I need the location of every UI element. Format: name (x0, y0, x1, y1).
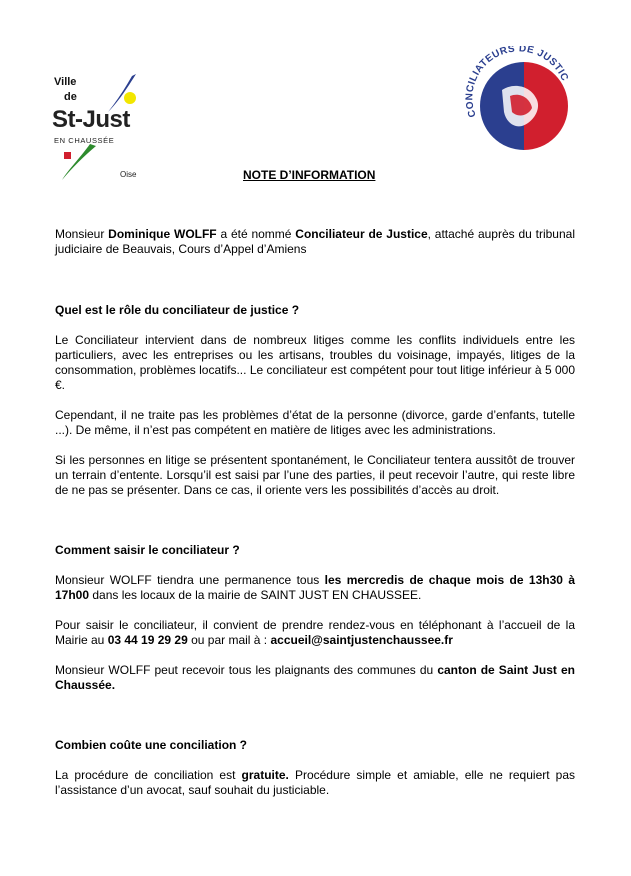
canton-text-1: Monsieur WOLFF peut recevoir tous les plaignants des communes du (55, 663, 438, 677)
cout-gratuite: gratuite. (241, 768, 289, 782)
role-paragraph-1: Le Conciliateur intervient dans de nombreux litiges comme les conflits individuels entre les particuliers, avec les entreprises ou les artisans, troubles du voisinage, impayés, litiges de la consommation, problèmes locatifs... Le conciliateur est compétent pour tout litige inférieur à 5 000 €. (55, 333, 575, 392)
document-title: NOTE D’INFORMATION (243, 168, 376, 182)
conciliateurs-logo-graphic (464, 46, 576, 158)
saisir-paragraph-3 (55, 663, 575, 693)
permanence-text-2: dans les locaux de la mairie de SAINT JUST EN CHAUSSEE. (89, 588, 422, 602)
intro-paragraph (55, 227, 575, 257)
conciliator-role: Conciliateur de Justice (295, 227, 428, 241)
section-heading-saisir: Comment saisir le conciliateur ? (55, 543, 240, 557)
canton-name: canton de Saint Just en Chaussée. (55, 663, 575, 692)
logo-region: Oise (120, 170, 137, 179)
email-address: accueil@saintjustenchaussee.fr (270, 633, 453, 647)
document-body (55, 227, 575, 798)
conciliator-name: Dominique WOLFF (108, 227, 217, 241)
permanence-schedule: les mercredis de chaque mois de 13h30 à 17h00 (55, 573, 575, 602)
section-heading-role: Quel est le rôle du conciliateur de justice ? (55, 303, 300, 317)
contact-text-1: Pour saisir le conciliateur, il convient de prendre rendez-vous en téléphonant à l’accueil de la Mairie au (55, 618, 575, 647)
intro-text-1: Monsieur (55, 227, 109, 241)
logo-arc-text: CONCILIATEURS DE JUSTIC (464, 46, 571, 119)
role-paragraph-3: Si les personnes en litige se présentent spontanément, le Conciliateur tentera aussitôt de trouver un terrain d’entente. Lorsqu’il est saisi par l’une des parties, il peut recevoir l’autre, qui reste libre de ne pas se présenter. Dans ce cas, il oriente vers les possibilités d’accès au droit. (55, 453, 575, 497)
conciliateurs-de-justice-logo (464, 46, 576, 158)
logo-ville-text: Ville (54, 76, 77, 88)
logo-de-text: de (64, 91, 77, 103)
cout-text-1: La procédure de conciliation est (55, 768, 242, 782)
phone-number: 03 44 19 29 29 (107, 633, 188, 647)
cout-text-2: Procédure simple et amiable, elle ne requiert pas l’assistance d’un avocat, sauf souhait du justiciable. (55, 768, 576, 797)
saisir-paragraph-2 (55, 618, 575, 648)
contact-text-2: ou par mail à : (187, 633, 271, 647)
intro-text-3: , attaché auprès du tribunal judiciaire de Beauvais, Cours d’Appel d’Amiens (55, 227, 575, 256)
st-just-logo (50, 72, 150, 182)
saisir-paragraph-1 (55, 573, 575, 603)
role-paragraph-2: Cependant, il ne traite pas les problèmes d’état de la personne (divorce, garde d’enfants, tutelle ...). De même, il n’est pas compétent en matière de litiges avec les administrations. (55, 408, 575, 437)
cout-paragraph (55, 768, 575, 798)
section-heading-cout: Combien coûte une conciliation ? (55, 738, 248, 752)
intro-text-2: a été nommé (216, 227, 296, 241)
permanence-text-1: Monsieur WOLFF tiendra une permanence tous (55, 573, 325, 587)
logo-town-name: St-Just (52, 106, 130, 133)
logo-subtitle: EN CHAUSSÉE (54, 136, 115, 145)
